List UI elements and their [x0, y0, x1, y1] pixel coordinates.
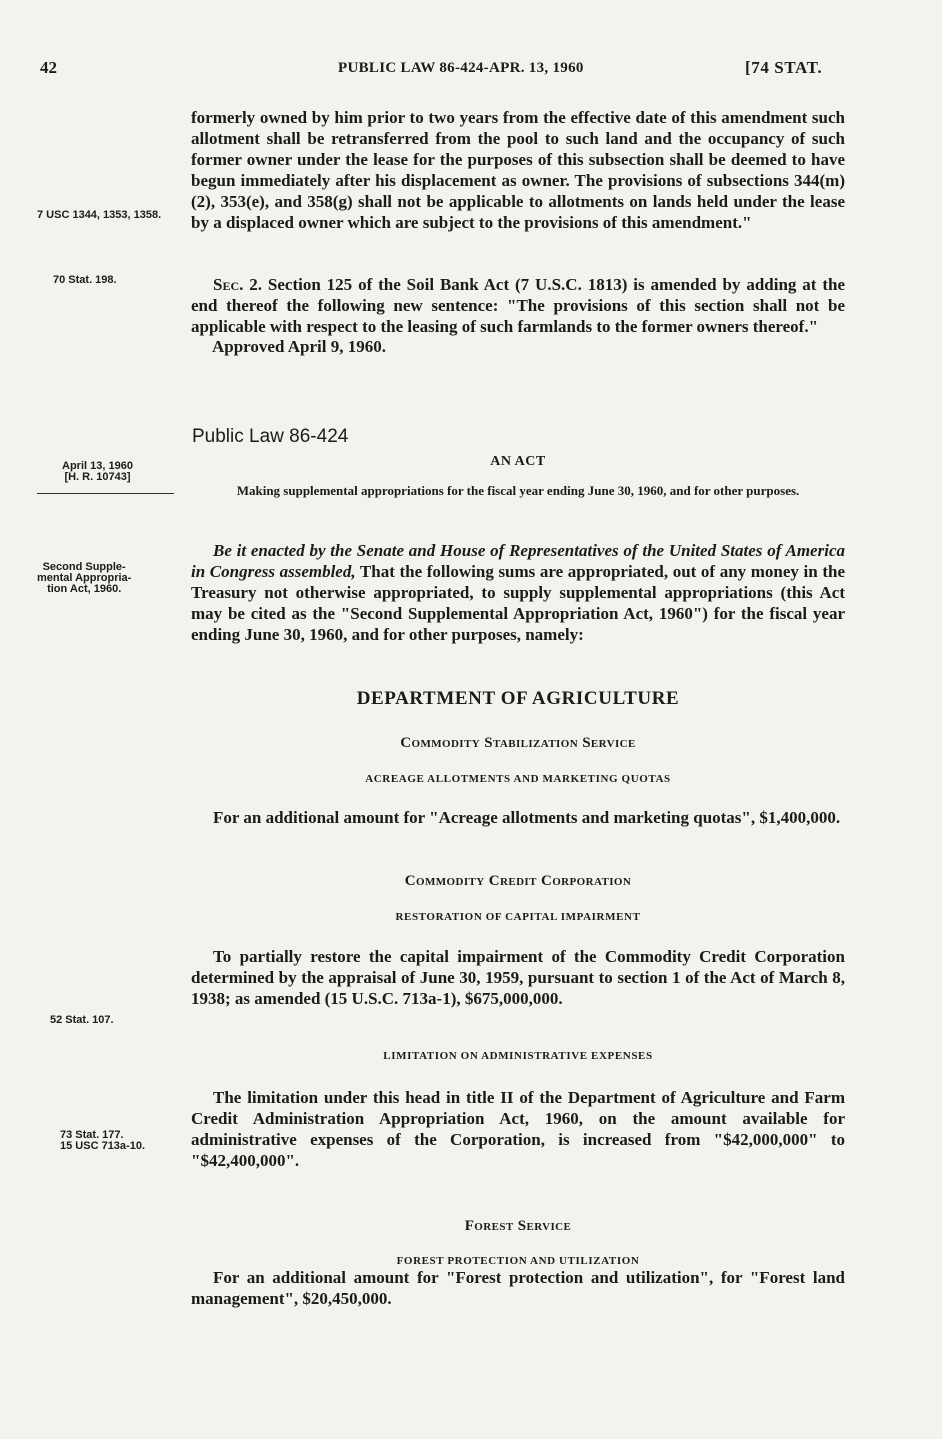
css-heading: Commodity Stabilization Service	[400, 735, 636, 751]
section-2-text: Section 125 of the Soil Bank Act (7 U.S.C. 1813) is amended by adding at the end thereof the following new sentence: "The provisions of this section shall not be applicable with respect to the leasing of such farmlands to the former owners thereof."	[191, 275, 845, 336]
enacting-clause: Be it enacted by the Senate and House of Representatives of the United States of America in Congress assembled,	[191, 541, 845, 581]
enacting-paragraph	[191, 540, 845, 645]
acreage-paragraph	[191, 807, 845, 828]
page-number: 42	[40, 58, 57, 77]
short-title-line1: Second Supple-	[42, 561, 126, 573]
margin-note-stat-177	[60, 1130, 145, 1152]
act-label: AN ACT	[490, 454, 546, 469]
margin-note-date-line1: April 13, 1960	[62, 460, 133, 472]
short-title-line2: mental Appropria-	[37, 572, 132, 584]
margin-note-short-title	[37, 562, 131, 595]
continued-paragraph: formerly owned by him prior to two years from the effective date of this amendment such allotment shall be retransferred from the pool to such land and the occupancy of such former owner under the lease for the purposes of this subsection shall be deemed to have begun immediately after his displacement as owner. The provisions of subsections 344(m)(2), 353(e), and 358(g) shall not be applicable to allotments on lands held under the lease by a displaced owner which are subject to the provisions of this amendment."	[191, 108, 845, 232]
stat-177-line2: 15 USC 713a-10.	[60, 1140, 145, 1152]
acreage-heading: ACREAGE ALLOTMENTS AND MARKETING QUOTAS	[365, 773, 671, 785]
volume-reference: [74 STAT.	[745, 58, 823, 77]
ccc-heading: Commodity Credit Corporation	[404, 873, 632, 889]
margin-note-stat-107: 52 Stat. 107.	[50, 1014, 114, 1026]
margin-note-stat-198: 70 Stat. 198.	[53, 274, 117, 286]
forest-service-heading: Forest Service	[464, 1218, 572, 1234]
act-purpose: Making supplemental appropriations for the fiscal year ending June 30, 1960, and for other purposes.	[236, 483, 800, 498]
restoration-text: To partially restore the capital impairment of the Commodity Credit Corporation determined by the appraisal of June 30, 1959, pursuant to section 1 of the Act of March 8, 1938; as amended (15 U.S.C. 713a-1), $675,000,000.	[191, 947, 845, 1008]
forest-paragraph	[191, 1267, 845, 1309]
stat-177-line1: 73 Stat. 177.	[60, 1129, 124, 1141]
approval-line: Approved April 9, 1960.	[212, 337, 386, 356]
restoration-paragraph	[191, 946, 845, 1009]
forest-protection-heading: FOREST PROTECTION AND UTILIZATION	[396, 1255, 640, 1267]
forest-text: For an additional amount for "Forest protection and utilization", for "Forest land management", $20,450,000.	[191, 1268, 845, 1308]
limitation-heading: LIMITATION ON ADMINISTRATIVE EXPENSES	[383, 1050, 653, 1062]
margin-note-date	[62, 461, 133, 483]
margin-rule	[37, 493, 174, 494]
running-head: PUBLIC LAW 86-424-APR. 13, 1960	[338, 60, 584, 76]
margin-note-date-line2: [H. R. 10743]	[64, 471, 131, 483]
section-2-paragraph	[191, 274, 845, 337]
limitation-text: The limitation under this head in title II of the Department of Agriculture and Farm Credit Administration Appropriation Act, 1960, on the amount available for administrative expenses of the Corporation, is increased from "$42,000,000" to "$42,400,000".	[191, 1088, 845, 1170]
department-heading: DEPARTMENT OF AGRICULTURE	[356, 688, 680, 709]
limitation-paragraph	[191, 1087, 845, 1171]
restoration-heading: RESTORATION OF CAPITAL IMPAIRMENT	[395, 911, 641, 923]
acreage-text: For an additional amount for "Acreage allotments and marketing quotas", $1,400,000.	[213, 808, 841, 827]
section-2-label: Sec. 2.	[213, 275, 263, 294]
margin-note-usc: 7 USC 1344, 1353, 1358.	[37, 209, 162, 221]
short-title-line3: tion Act, 1960.	[47, 583, 122, 595]
public-law-title: Public Law 86-424	[192, 426, 349, 447]
enacting-rest: That the following sums are appropriated, out of any money in the Treasury not otherwise appropriated, to supply supplemental appropriations (this Act may be cited as the "Second Supplemental Appropriation Act, 1960") for the fiscal year ending June 30, 1960, and for other purposes, namely:	[191, 562, 845, 644]
